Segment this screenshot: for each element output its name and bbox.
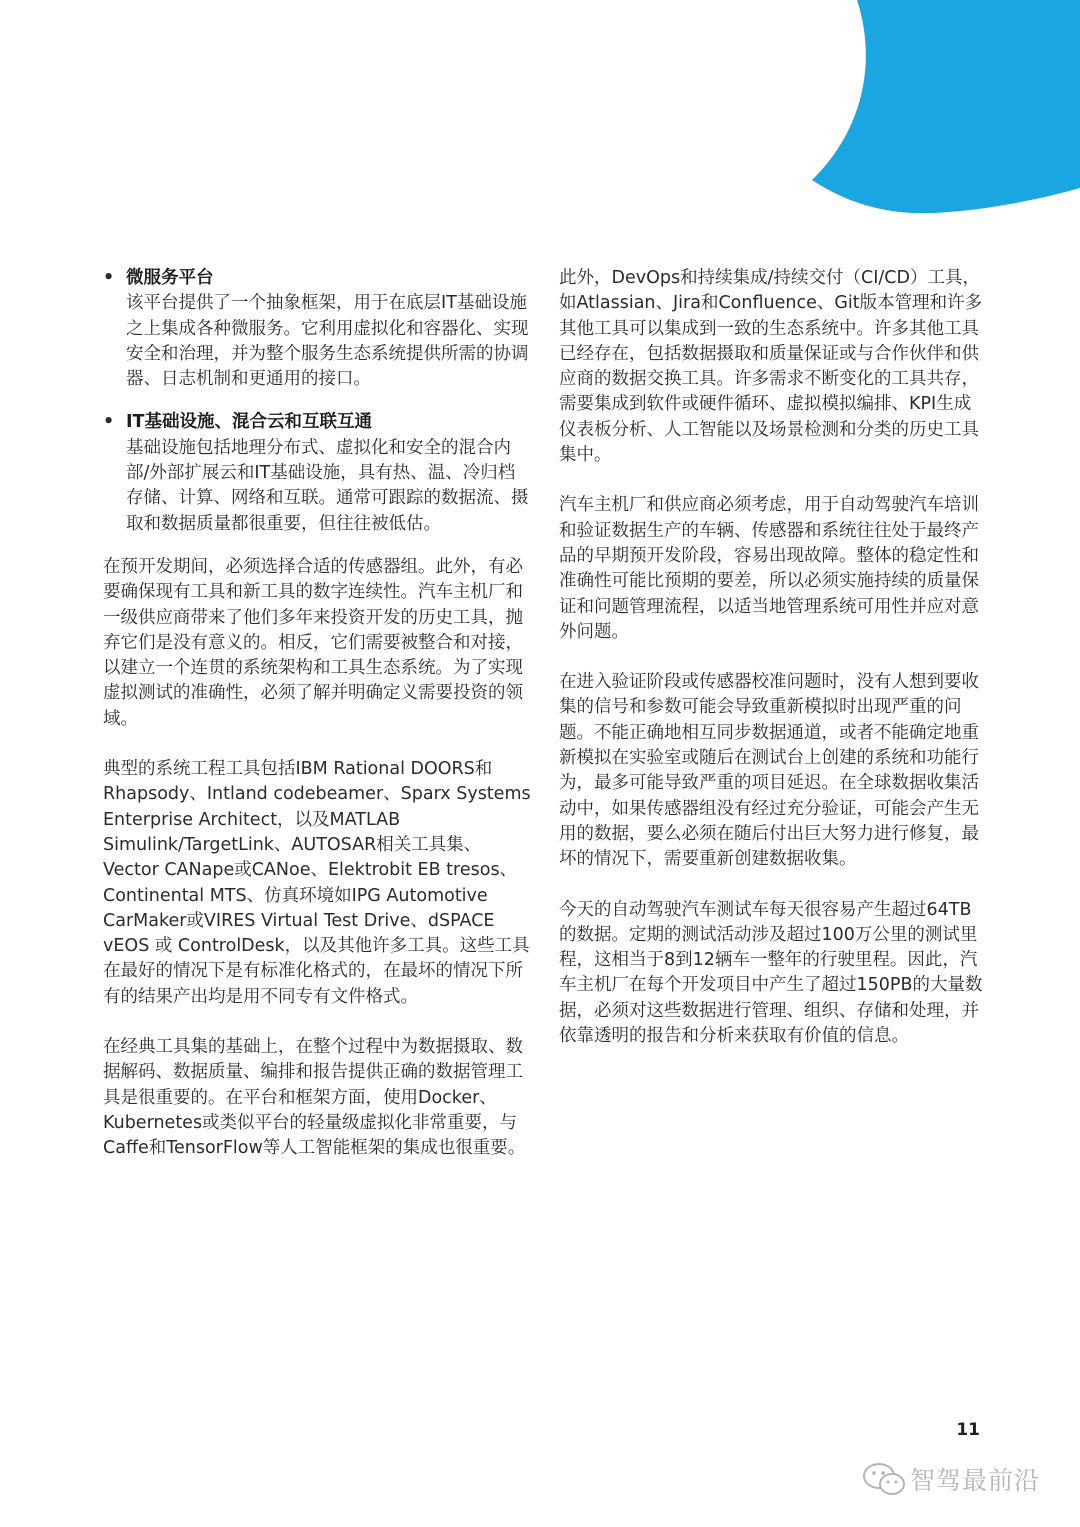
paragraph: 此外，DevOps和持续集成/持续交付（CI/CD）工具，如Atlassian、Jira和Confluence、Git版本管理和许多其他工具可以集成到一致的生态系统中。许多其他工具已经存在，包括数据摄取和质量保证或与合作伙伴和供应商的数据交换工具。许多需求不断变化的工具共存，需要集成到软件或硬件循环、虚拟模拟编排、KPI生成仪表板分析、人工智能以及场景检测和分类的历史工具集中。: [559, 268, 983, 466]
watermark-text: 智驾最前沿: [910, 1466, 1041, 1495]
paragraph: 典型的系统工程工具包括IBM Rational DOORS和Rhapsody、Intland codebeamer、Sparx Systems Enterprise Architect，以及MATLAB Simulink/TargetLink、AUTOSAR相关工具集、Vector CANape或CANoe、Elektrobit EB tresos、Continental MTS、仿真环境如IPG Automotive CarMaker或VIRES Virtual Test Drive、dSPACE vEOS 或 ControlDesk，以及其他许多工具。这些工具在最好的情况下是有标准化格式的，在最坏的情况下所有的结果产出均是用不同专有文件格式。: [103, 759, 531, 1007]
bullet-title: IT基础设施、混合云和互联互通: [126, 412, 372, 433]
left-column: [103, 266, 531, 1187]
wechat-icon: [862, 1462, 908, 1498]
bullet-text: 该平台提供了一个抽象框架，用于在底层IT基础设施之上集成各种微服务。它利用虚拟化和容器化、实现安全和治理，并为整个服务生态系统提供所需的协调器、日志机制和更通用的接口。: [126, 293, 529, 390]
bullet-marker: •: [103, 268, 115, 288]
watermark: [862, 1460, 1062, 1500]
bullet-marker: •: [103, 412, 115, 433]
decorative-blue-shape: [0, 0, 1080, 260]
page-number: 11: [956, 1420, 980, 1440]
paragraph: 汽车主机厂和供应商必须考虑，用于自动驾驶汽车培训和验证数据生产的车辆、传感器和系统往往处于最终产品的早期预开发阶段，容易出现故障。整体的稳定性和准确性可能比预期的要差，所以必须实施持续的质量保证和问题管理流程，以适当地管理系统可用性并应对意外问题。: [559, 495, 979, 642]
bullet-microservice-platform: [103, 266, 531, 392]
right-column: [559, 266, 983, 1074]
paragraph: 在经典工具集的基础上，在整个过程中为数据摄取、数据解码、数据质量、编排和报告提供正确的数据管理工具是很重要的。在平台和框架方面，使用Docker、Kubernetes或类似平台的轻量级虚拟化非常重要，与Caffe和TensorFlow等人工智能框架的集成也很重要。: [103, 1037, 526, 1159]
paragraph: 在预开发期间，必须选择合适的传感器组。此外，有必要确保现有工具和新工具的数字连续性。汽车主机厂和一级供应商带来了他们多年来投资开发的历史工具，抛弃它们是没有意义的。相反，它们需要被整合和对接，以建立一个连贯的系统架构和工具生态系统。为了实现虚拟测试的准确性，必须了解并明确定义需要投资的领域。: [103, 556, 523, 729]
bullet-it-infrastructure: [103, 410, 531, 536]
bullet-text: 基础设施包括地理分布式、虚拟化和安全的混合内部/外部扩展云和IT基础设施，具有热、温、冷归档存储、计算、网络和互联。通常可跟踪的数据流、摄取和数据质量都很重要，但往往被低估。: [126, 437, 529, 534]
bullet-title: 微服务平台: [126, 268, 214, 288]
paragraph: 今天的自动驾驶汽车测试车每天很容易产生超过64TB的数据。定期的测试活动涉及超过100万公里的测试里程，这相当于8到12辆车一整年的行驶里程。因此，汽车主机厂在每个开发项目中产生了超过150PB的大量数据，必须对这些数据进行管理、组织、存储和处理，并依靠透明的报告和分析来获取有价值的信息。: [559, 899, 983, 1047]
paragraph: 在进入验证阶段或传感器校准问题时，没有人想到要收集的信号和参数可能会导致重新模拟时出现严重的问题。不能正确地相互同步数据通道，或者不能确定地重新模拟在实验室或随后在测试台上创建的系统和功能行为，最多可能导致严重的项目延迟。在全球数据收集活动中，如果传感器组没有经过充分验证，可能会产生无用的数据，要么必须在随后付出巨大努力进行修复，最坏的情况下，需要重新创建数据收集。: [559, 672, 979, 870]
